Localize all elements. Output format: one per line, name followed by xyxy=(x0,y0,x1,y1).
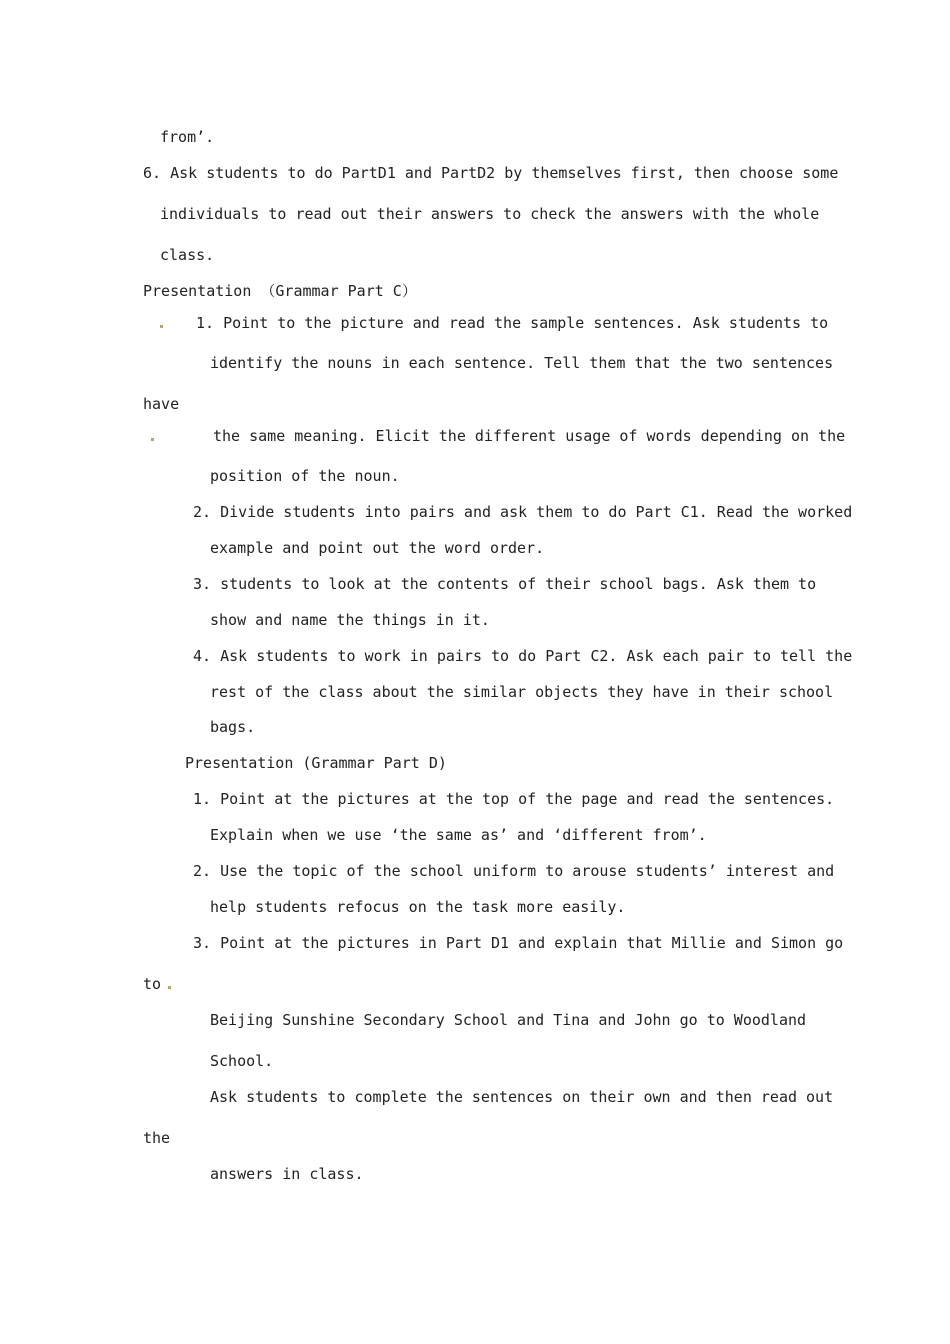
text-line-24: to xyxy=(143,975,162,993)
text-line-7: identify the nouns in each sentence. Tell them that the two sentences xyxy=(210,354,834,372)
text-line-15: 4. Ask students to work in pairs to do Part C2. Ask each pair to tell the xyxy=(193,647,853,665)
text-line-17: bags. xyxy=(210,718,256,736)
bullet-dot xyxy=(151,438,154,441)
text-line-28: the xyxy=(143,1129,171,1147)
text-line-3: individuals to read out their answers to check the answers with the whole xyxy=(160,205,820,223)
text-line-21: 2. Use the topic of the school uniform to arouse students’ interest and xyxy=(193,862,835,880)
text-line-12: example and point out the word order. xyxy=(210,539,545,557)
bullet-dot xyxy=(168,986,171,989)
text-line-13: 3. students to look at the contents of their school bags. Ask them to xyxy=(193,575,817,593)
text-line-8: have xyxy=(143,395,180,413)
bullet-dot xyxy=(160,325,163,328)
text-line-25: Beijing Sunshine Secondary School and Tina and John go to Woodland xyxy=(210,1011,807,1029)
text-line-23: 3. Point at the pictures in Part D1 and explain that Millie and Simon go xyxy=(193,934,844,952)
text-line-4: class. xyxy=(160,246,215,264)
text-line-29: answers in class. xyxy=(210,1165,364,1183)
text-line-11: 2. Divide students into pairs and ask them to do Part C1. Read the worked xyxy=(193,503,853,521)
text-line-20: Explain when we use ‘the same as’ and ‘different from’. xyxy=(210,826,707,844)
section-heading-grammar-c: Presentation （Grammar Part C） xyxy=(143,282,417,300)
section-heading-grammar-d: Presentation (Grammar Part D) xyxy=(185,754,447,772)
text-line-26: School. xyxy=(210,1052,274,1070)
text-line-14: show and name the things in it. xyxy=(210,611,490,629)
text-line-9: the same meaning. Elicit the different usage of words depending on the xyxy=(213,427,846,445)
text-line-22: help students refocus on the task more easily. xyxy=(210,898,626,916)
text-line-27: Ask students to complete the sentences on their own and then read out xyxy=(210,1088,834,1106)
text-line-16: rest of the class about the similar objects they have in their school xyxy=(210,683,834,701)
text-line-10: position of the noun. xyxy=(210,467,400,485)
text-line-1: from’. xyxy=(160,128,215,146)
text-line-2: 6. Ask students to do PartD1 and PartD2 by themselves first, then choose some xyxy=(143,164,839,182)
text-line-6: 1. Point to the picture and read the sample sentences. Ask students to xyxy=(196,314,829,332)
text-line-19: 1. Point at the pictures at the top of the page and read the sentences. xyxy=(193,790,835,808)
